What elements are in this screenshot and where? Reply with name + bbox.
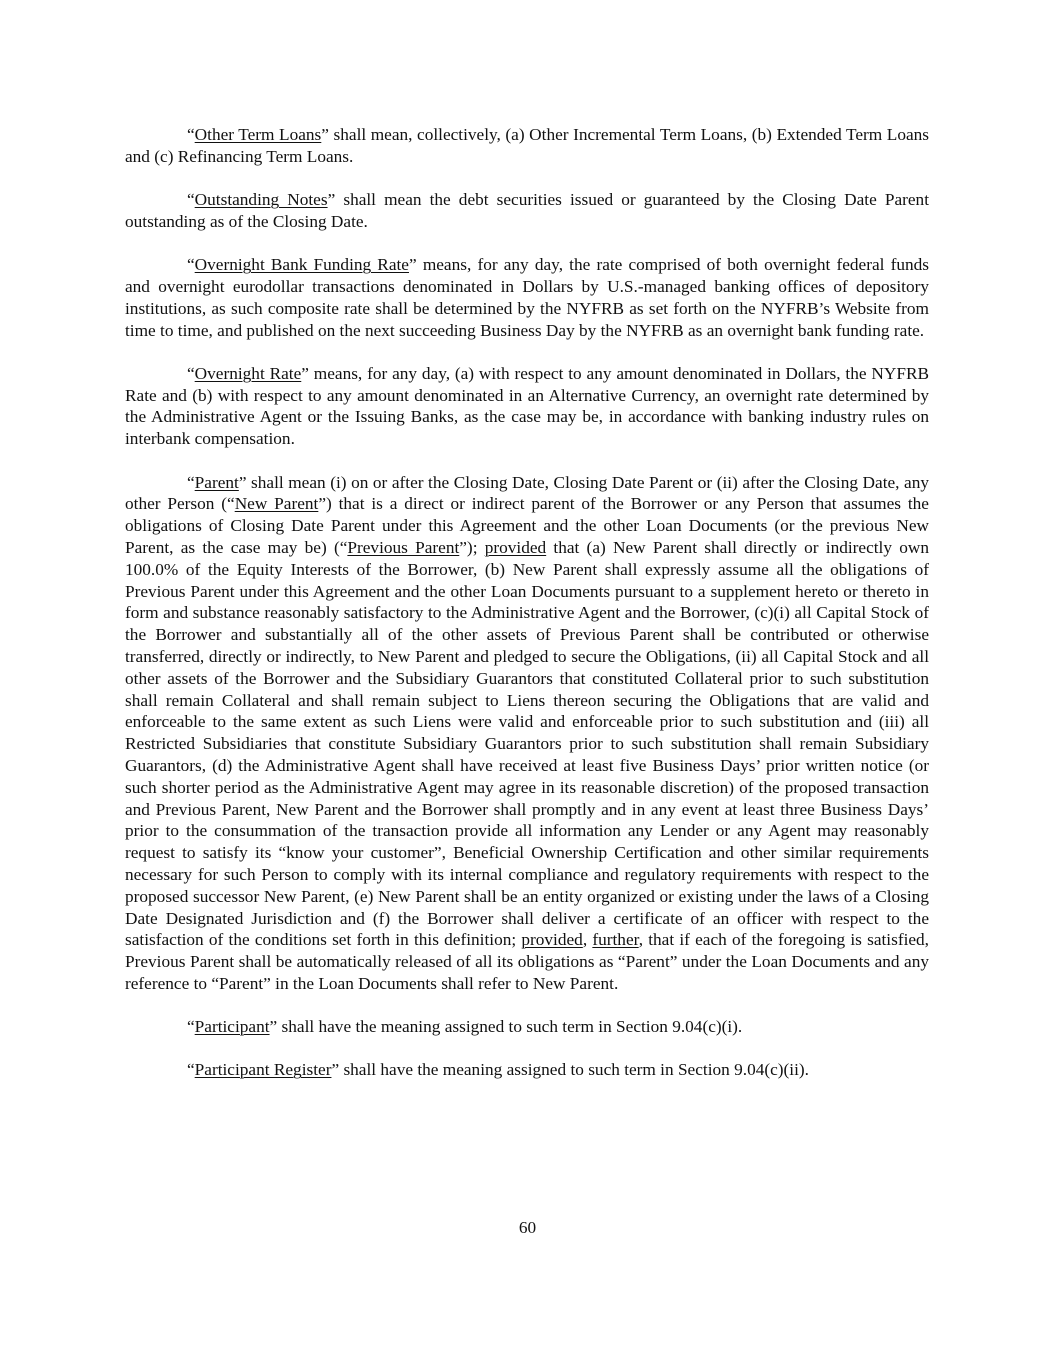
defined-term: Participant Register — [194, 1060, 332, 1080]
definition-text: shall mean the debt securities issued or guaranteed by the Closing Date Parent outstanding as of the Closing Date. — [125, 190, 929, 231]
definition-text: shall have the meaning assigned to such term in Section 9.04(c)(i). — [277, 1017, 743, 1037]
definition-other-term-loans — [125, 124, 929, 168]
definition-text: ”); — [459, 537, 485, 557]
defined-term: Other Term Loans — [194, 125, 322, 144]
open-quote: “ — [187, 472, 195, 492]
defined-term-previous-parent: Previous Parent — [347, 537, 460, 557]
definition-text: ”) that is a direct or indirect parent of the Borrower or any Person that assumes the obligations of Closing Date Parent under this Agreement and the other Loan Documents (or the previous New Parent, as the case may be) (“ — [125, 494, 929, 557]
close-quote: ” — [331, 1060, 340, 1080]
open-quote: “ — [187, 1017, 195, 1037]
close-quote: ” — [327, 190, 336, 210]
defined-term: Overnight Rate — [194, 363, 302, 383]
page-number: 60 — [518, 1218, 537, 1237]
defined-term: Outstanding Notes — [194, 190, 328, 210]
further-proviso: further — [592, 930, 639, 950]
provided-proviso: provided — [484, 537, 547, 557]
definition-overnight-bank-funding-rate — [125, 254, 929, 341]
definition-participant — [125, 1016, 929, 1038]
provided-proviso: provided — [521, 930, 583, 950]
defined-term: Participant — [194, 1017, 270, 1037]
definition-text: , that if each of the foregoing is satisfied, Previous Parent shall be automatically released of all its obligations as “Parent” under the Loan Documents and any reference to “Parent” in the Loan Documents shall refer to New Parent. — [125, 930, 930, 993]
definition-text: that (a) New Parent shall directly or indirectly own 100.0% of the Equity Interests of the Borrower, (b) New Parent shall expressly assume all the obligations of Previous Parent under this Agreement and the other Loan Documents pursuant to a supplement hereto or thereto in form and substance reasonably satisfactory to the Administrative Agent and the Borrower, (c)(i) all Capital Stock of the Borrower and substantially all of the other assets of Previous Parent shall be contributed or otherwise transferred, directly or indirectly, to New Parent and pledged to secure the Obligations, (ii) all Capital Stock and all other assets of the Borrower and the Subsidiary Guarantors that constituted Collateral prior to such substitution shall remain Collateral and shall remain subject to Liens thereon securing the Obligations that are valid and enforceable to the same extent as such Liens were valid and enforceable prior to such substitution and (iii) all Restricted Subsidiaries that constitute Subsidiary Guarantors prior to such substitution shall remain Subsidiary Guarantors, (d) the Administrative Agent shall have received at least five Business Days’ prior written notice (or such shorter period as the Administrative Agent may agree in its reasonable discretion) of the proposed transaction and Previous Parent, New Parent and the Borrower shall promptly and in any event at least three Business Days’ prior to the consummation of the transaction provide all information any Lender or any Agent may reasonably request to satisfy its “know your customer”, Beneficial Ownership Certification and other similar requirements necessary for such Person to comply with its internal compliance and regulatory requirements with respect to the proposed successor New Parent, (e) New Parent shall be an entity organized or existing under the laws of a Closing Date Designated Jurisdiction and (f) the Borrower shall deliver a certificate of an officer with respect to the satisfaction of the conditions set forth in this definition; — [125, 537, 929, 950]
open-quote: “ — [187, 125, 195, 144]
definition-text: shall mean, collectively, (a) Other Incremental Term Loans, (b) Extended Term Loans and (c) Refinancing Term Loans. — [125, 125, 929, 166]
close-quote: ” — [301, 363, 309, 383]
close-quote: ” — [269, 1017, 278, 1037]
definition-text: shall have the meaning assigned to such term in Section 9.04(c)(ii). — [339, 1060, 809, 1080]
open-quote: “ — [187, 1060, 195, 1080]
definition-text: means, for any day, (a) with respect to any amount denominated in Dollars, the NYFRB Rate and (b) with respect to any amount denominated in an Alternative Currency, an overnight rate determined by the Administrative Agent or the Issuing Banks, as the case may be, in accordance with banking industry rules on interbank compensation. — [125, 363, 930, 449]
definition-text: shall mean (i) on or after the Closing Date, Closing Date Parent or (ii) after the Closing Date, any other Person (“ — [125, 472, 929, 514]
close-quote: ” — [408, 255, 417, 275]
defined-term: Parent — [194, 472, 239, 492]
open-quote: “ — [187, 190, 195, 210]
definition-text: , — [582, 930, 593, 950]
definition-outstanding-notes — [125, 189, 929, 233]
definition-text: means, for any day, the rate comprised of both overnight federal funds and overnight eurodollar transactions denominated in Dollars by U.S.-managed banking offices of depository institutions, as such composite rate shall be determined by the NYFRB as set forth on the NYFRB’s Website from time to time, and published on the next succeeding Business Day by the NYFRB as an overnight bank funding rate. — [125, 255, 929, 340]
definition-participant-register — [125, 1059, 929, 1081]
close-quote: ” — [321, 125, 329, 144]
definition-overnight-rate — [125, 363, 929, 450]
document-page — [125, 124, 929, 1103]
open-quote: “ — [187, 363, 195, 383]
open-quote: “ — [187, 255, 195, 275]
definition-parent — [125, 472, 929, 995]
defined-term: Overnight Bank Funding Rate — [194, 255, 409, 275]
close-quote: ” — [238, 472, 247, 492]
defined-term-new-parent: New Parent — [234, 494, 319, 514]
